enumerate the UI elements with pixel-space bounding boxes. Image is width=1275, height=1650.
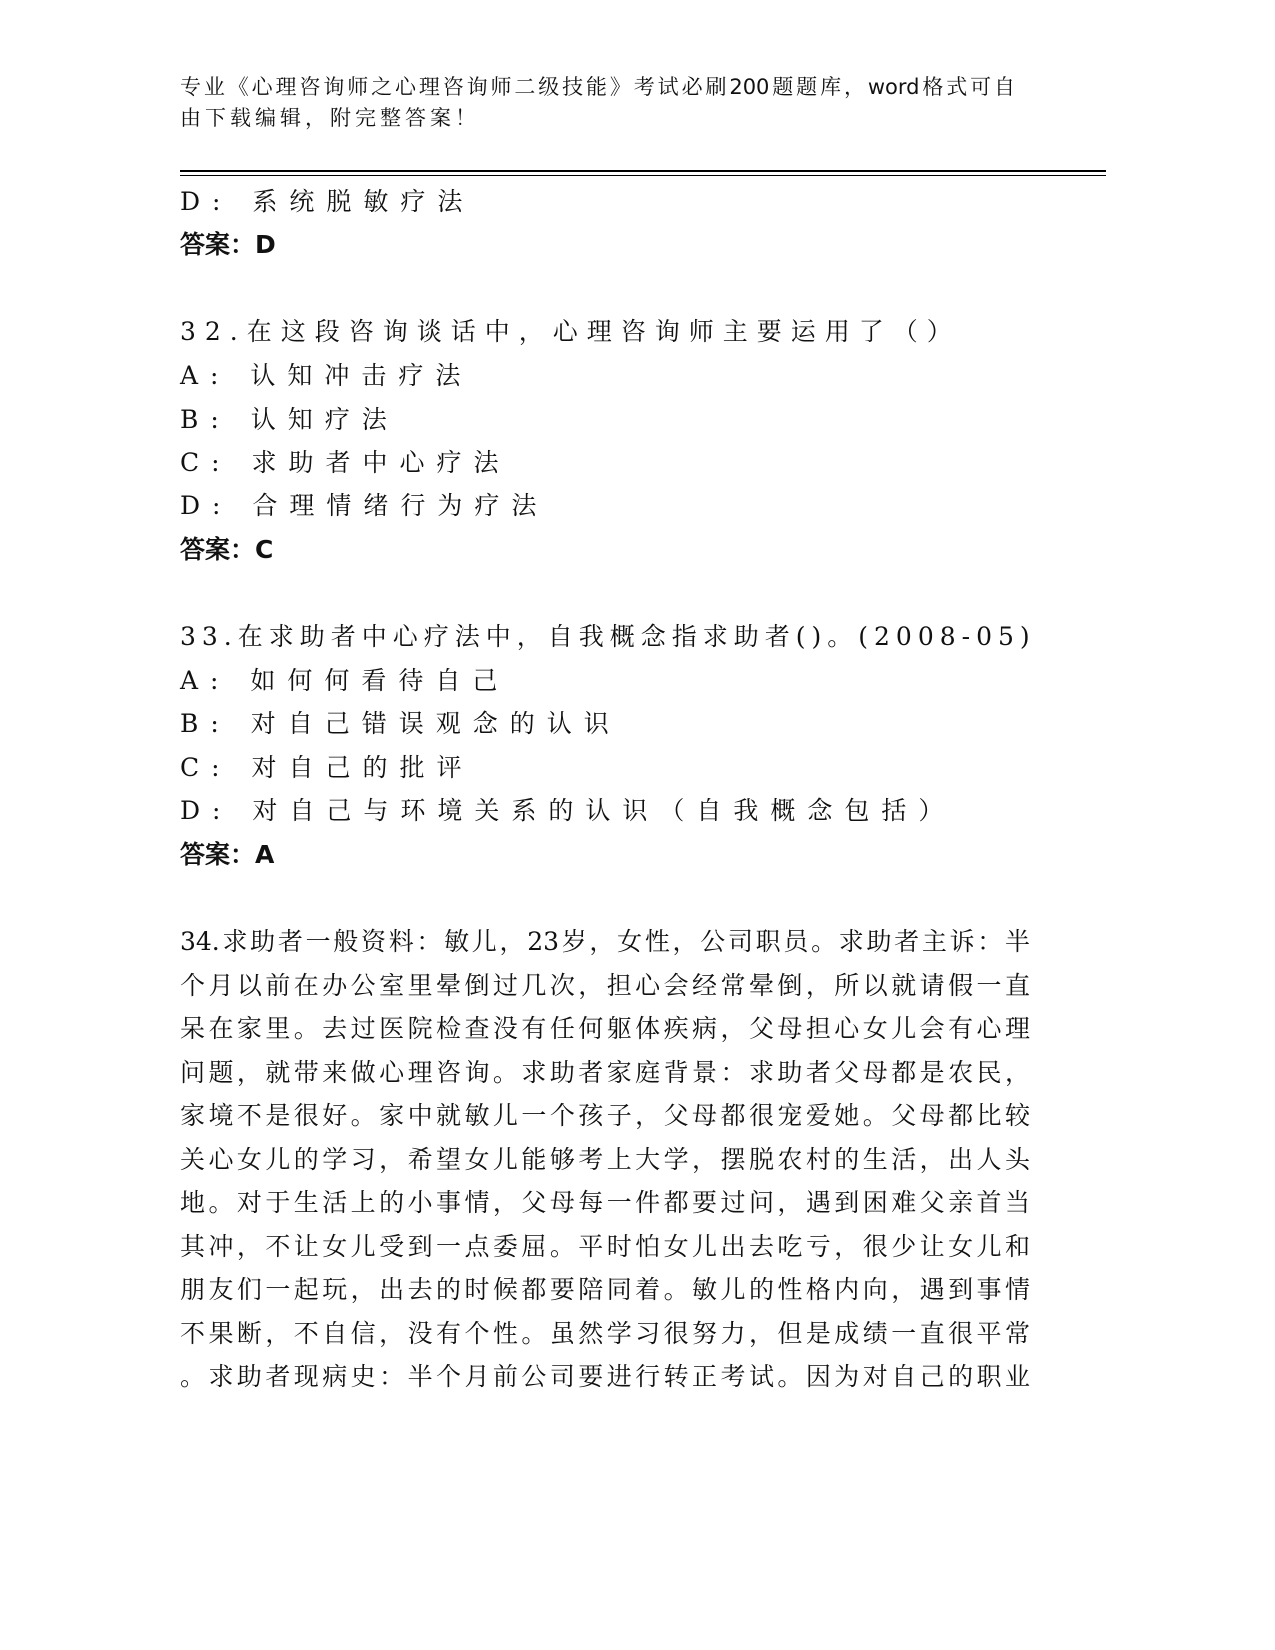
question-line: 个月以前在办公室里晕倒过几次，担心会经常晕倒，所以就请假一直: [180, 971, 1030, 1000]
option-c: C: 对自己的批评: [180, 753, 474, 782]
header-line-2: 由下载编辑，附完整答案！: [180, 106, 480, 130]
question-line: 问题，就带来做心理咨询。求助者家庭背景：求助者父母都是农民，: [180, 1058, 1030, 1087]
answer: 答案：A: [180, 840, 275, 869]
question-line: 不果断，不自信，没有个性。虽然学习很努力，但是成绩一直很平常: [180, 1319, 1030, 1348]
question-text: 33.在求助者中心疗法中，自我概念指求助者()。(2008-05): [180, 622, 1036, 651]
option-b: B: 认知疗法: [180, 405, 399, 434]
option-d: D: 对自己与环境关系的认识（自我概念包括）: [180, 796, 956, 825]
question-line: 家境不是很好。家中就敏儿一个孩子，父母都很宠爱她。父母都比较: [180, 1101, 1030, 1130]
question-line: 34.求助者一般资料：敏儿，23岁，女性，公司职员。求助者主诉：半: [180, 927, 1030, 956]
option-b: B: 对自己错误观念的认识: [180, 709, 621, 738]
option-a: A: 认知冲击疗法: [180, 361, 473, 390]
question-line: 地。对于生活上的小事情，父母每一件都要过问，遇到困难父亲首当: [180, 1188, 1030, 1217]
answer: 答案：D: [180, 230, 276, 259]
question-line: 关心女儿的学习，希望女儿能够考上大学，摆脱农村的生活，出人头: [180, 1145, 1030, 1174]
header-rule-top: [180, 170, 1106, 172]
header-line-1: 专业《心理咨询师之心理咨询师二级技能》考试必刷200题题库，word格式可自: [180, 75, 1015, 99]
option-a: A: 如何何看待自己: [180, 666, 510, 695]
header-rule-bottom: [180, 175, 1106, 176]
question-line: 呆在家里。去过医院检查没有任何躯体疾病，父母担心女儿会有心理: [180, 1014, 1030, 1043]
option-d: D: 合理情绪行为疗法: [180, 491, 549, 520]
option-c: C: 求助者中心疗法: [180, 448, 511, 477]
answer: 答案：C: [180, 535, 274, 564]
question-text: 32.在这段咨询谈话中，心理咨询师主要运用了（）: [180, 317, 961, 346]
question-line: 。求助者现病史：半个月前公司要进行转正考试。因为对自己的职业: [180, 1362, 1030, 1391]
question-line: 其冲，不让女儿受到一点委屈。平时怕女儿出去吃亏，很少让女儿和: [180, 1232, 1030, 1261]
option-d: D: 系统脱敏疗法: [180, 187, 475, 216]
question-line: 朋友们一起玩，出去的时候都要陪同着。敏儿的性格内向，遇到事情: [180, 1275, 1030, 1304]
